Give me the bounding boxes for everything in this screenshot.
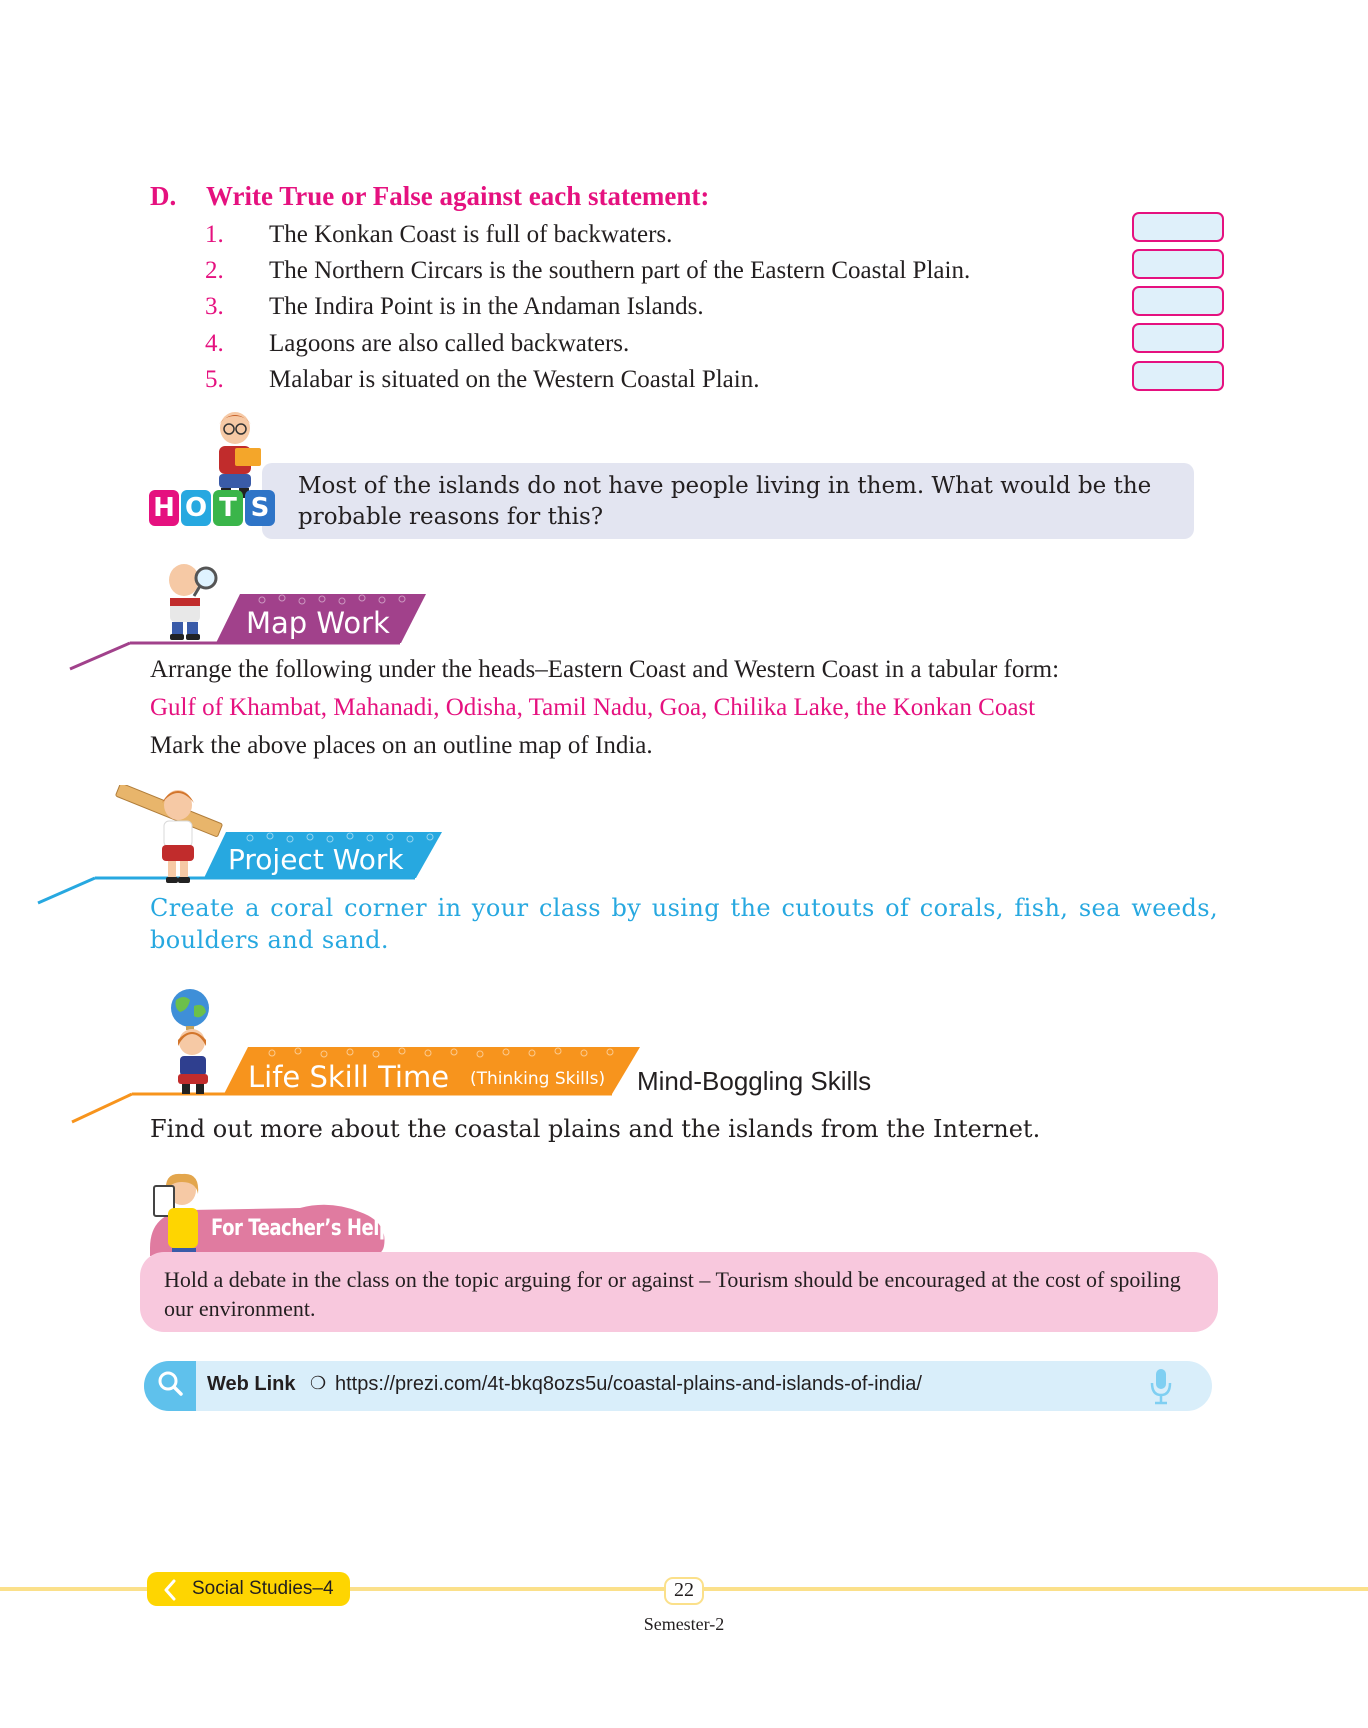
globe-girl-icon xyxy=(160,988,224,1096)
hots-letter-s: S xyxy=(245,490,275,526)
life-skill-title: Life Skill Time xyxy=(248,1060,450,1094)
teacher-help-text: Hold a debate in the class on the topic arguing for or against – Tourism should be encouraged at the cost of spoiling our environment. xyxy=(164,1267,1181,1321)
hots-letter-h: H xyxy=(149,490,179,526)
microphone-icon[interactable] xyxy=(1150,1369,1172,1405)
statement-number: 1. xyxy=(205,221,224,248)
section-d-letter: D. xyxy=(150,181,177,211)
hots-letter-o: O xyxy=(181,490,211,526)
map-work-places: Gulf of Khambat, Mahanadi, Odisha, Tamil Nadu, Goa, Chilika Lake, the Konkan Coast xyxy=(150,694,1036,721)
statement-number: 5. xyxy=(205,366,224,393)
web-link-label: Web Link xyxy=(207,1373,296,1395)
project-work-text: Create a coral corner in your class by using the cutouts of corals, fish, sea weeds, boulders and sand. xyxy=(150,894,1218,954)
statement-number: 2. xyxy=(205,257,224,284)
life-skill-tagline: Mind-Boggling Skills xyxy=(637,1066,872,1096)
hots-question: Most of the islands do not have people living in them. What would be the probable reasons for this? xyxy=(298,473,1152,530)
statement-text: The Indira Point is in the Andaman Islands. xyxy=(269,293,704,320)
map-work-title: Map Work xyxy=(246,606,390,640)
statement-number: 3. xyxy=(205,293,224,320)
page-number: 22 xyxy=(674,1579,694,1601)
map-work-instruction: Arrange the following under the heads–Eastern Coast and Western Coast in a tabular form: xyxy=(150,656,1060,683)
teacher-icon xyxy=(150,1172,206,1260)
web-link-bullet: ❍ xyxy=(310,1373,327,1393)
semester-label: Semester-2 xyxy=(643,1614,725,1634)
statement-number: 4. xyxy=(205,330,224,357)
map-work-task: Mark the above places on an outline map of India. xyxy=(150,732,653,759)
search-icon xyxy=(144,1361,196,1411)
ruler-girl-icon xyxy=(114,785,224,885)
teacher-help-title: For Teacher’s Help xyxy=(211,1216,392,1241)
magnifier-boy-icon xyxy=(156,560,222,642)
life-skill-subtitle: (Thinking Skills) xyxy=(470,1069,606,1089)
section-d-heading: Write True or False against each statement: xyxy=(206,181,710,211)
statement-text: Malabar is situated on the Western Coastal Plain. xyxy=(269,366,760,393)
statement-text: The Konkan Coast is full of backwaters. xyxy=(269,221,673,248)
project-work-title: Project Work xyxy=(228,843,404,876)
chevron-left-icon[interactable] xyxy=(162,1579,178,1601)
footer-book-title: Social Studies–4 xyxy=(192,1578,334,1599)
hots-letter-t: T xyxy=(213,490,243,526)
statement-text: Lagoons are also called backwaters. xyxy=(269,330,630,357)
statement-text: The Northern Circars is the southern part of the Eastern Coastal Plain. xyxy=(269,257,971,284)
web-link-url[interactable]: https://prezi.com/4t-bkq8ozs5u/coastal-plains-and-islands-of-india/ xyxy=(335,1373,922,1395)
life-skill-text: Find out more about the coastal plains and the islands from the Internet. xyxy=(150,1115,1041,1143)
